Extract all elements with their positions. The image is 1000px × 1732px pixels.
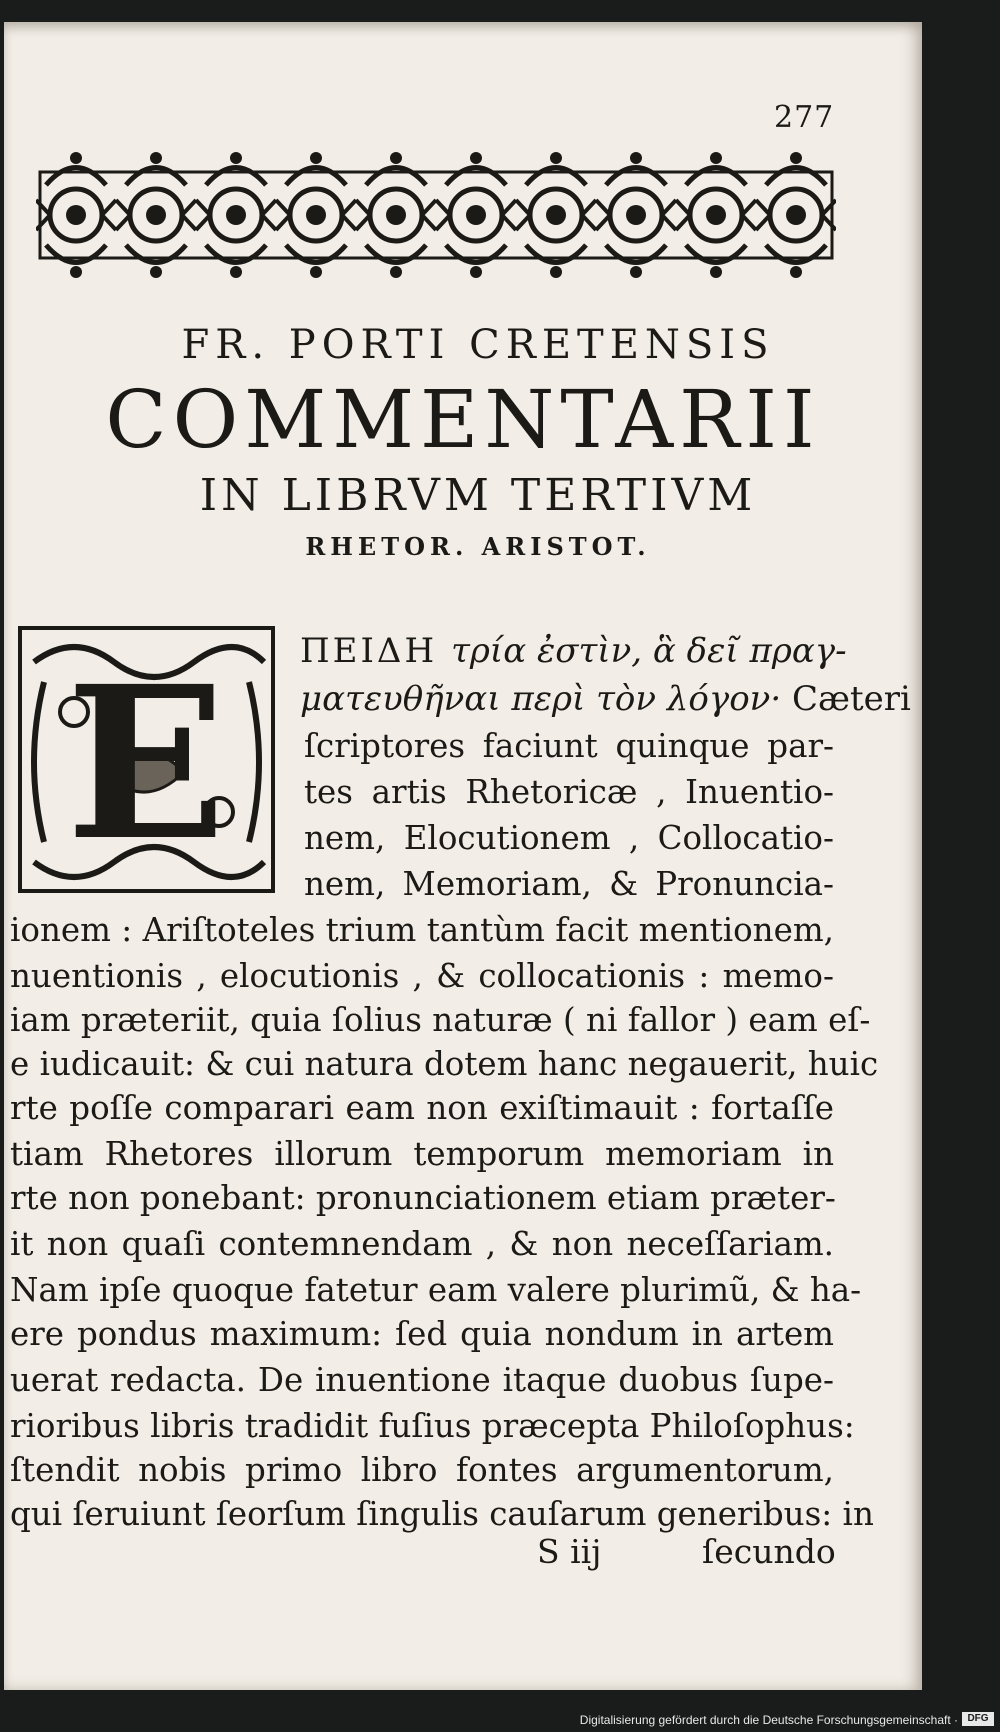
initial-letter: E bbox=[65, 640, 227, 887]
text-line: e iudicauit: & cui natura dotem hanc negauerit, huic bbox=[10, 1045, 879, 1083]
text-line: nem, Elocutionem , Collocatio- bbox=[304, 819, 834, 857]
opening-line-1 bbox=[300, 631, 860, 671]
footer-credit: Digitalisierung gefördert durch die Deutsche Forschungsgemeinschaft · bbox=[579, 1713, 958, 1727]
opening-line-2 bbox=[300, 679, 911, 719]
opening-caps: ΠΕΙΔΗ bbox=[300, 631, 438, 671]
text-line: Nam ipſe quoque fatetur eam valere plurimũ, & ha- bbox=[10, 1271, 862, 1309]
dfg-logo: DFG bbox=[962, 1712, 994, 1726]
subtitle-line: IN LIBRVM TERTIVM bbox=[199, 470, 757, 521]
text-line: uerat redacta. De inuentione itaque duobus ſupe- bbox=[10, 1361, 834, 1399]
text-line: ionem : Ariſtoteles trium tantùm facit mentionem, bbox=[10, 911, 834, 949]
text-line: nuentionis , elocutionis , & collocationis : memo- bbox=[10, 957, 834, 995]
text-line: ere pondus maximum: ſed quia nondum in artem bbox=[10, 1315, 834, 1353]
opening-greek-2: ματευθῆναι περὶ τὸν λόγον· bbox=[300, 679, 782, 719]
book-page bbox=[4, 22, 922, 1690]
decorated-initial-icon bbox=[14, 622, 279, 897]
signature-mark: S iij bbox=[537, 1532, 602, 1571]
ornament-band-icon bbox=[36, 140, 836, 290]
text-line: tes artis Rhetoricæ , Inuentio- bbox=[304, 773, 834, 811]
text-line: rte non ponebant: pronunciationem etiam præter- bbox=[10, 1179, 836, 1217]
text-line: rte poſſe comparari eam non exiſtimauit : fortaſſe bbox=[10, 1089, 834, 1127]
text-line: it non quaſi contemnendam , & non neceſſariam. bbox=[10, 1225, 834, 1263]
main-title: COMMENTARII bbox=[105, 373, 821, 466]
text-line: ſcriptores faciunt quinque par- bbox=[304, 727, 834, 765]
author-line: FR. PORTI CRETENSIS bbox=[181, 322, 775, 368]
text-line: nem, Memoriam, & Pronuncia- bbox=[304, 865, 834, 903]
text-line: qui ſeruiunt ſeorſum ſingulis cauſarum generibus: in bbox=[10, 1495, 874, 1533]
catchword: ſecundo bbox=[702, 1532, 836, 1571]
work-line: RHETOR. ARISTOT. bbox=[305, 532, 651, 561]
text-line: ſtendit nobis primo libro fontes argumentorum, bbox=[10, 1451, 834, 1489]
opening-latin-2: Cæteri bbox=[791, 679, 911, 719]
text-line: rioribus libris tradidit fuſius præcepta Philoſophus: bbox=[10, 1407, 855, 1445]
text-line: tiam Rhetores illorum temporum memoriam in bbox=[10, 1135, 834, 1173]
page-number: 277 bbox=[774, 100, 835, 135]
opening-greek-1: τρία ἐστὶν, ἃ δεῖ πραγ- bbox=[451, 631, 847, 671]
text-line: iam præteriit, quia ſolius naturæ ( ni fallor ) eam eſ- bbox=[10, 1001, 871, 1039]
